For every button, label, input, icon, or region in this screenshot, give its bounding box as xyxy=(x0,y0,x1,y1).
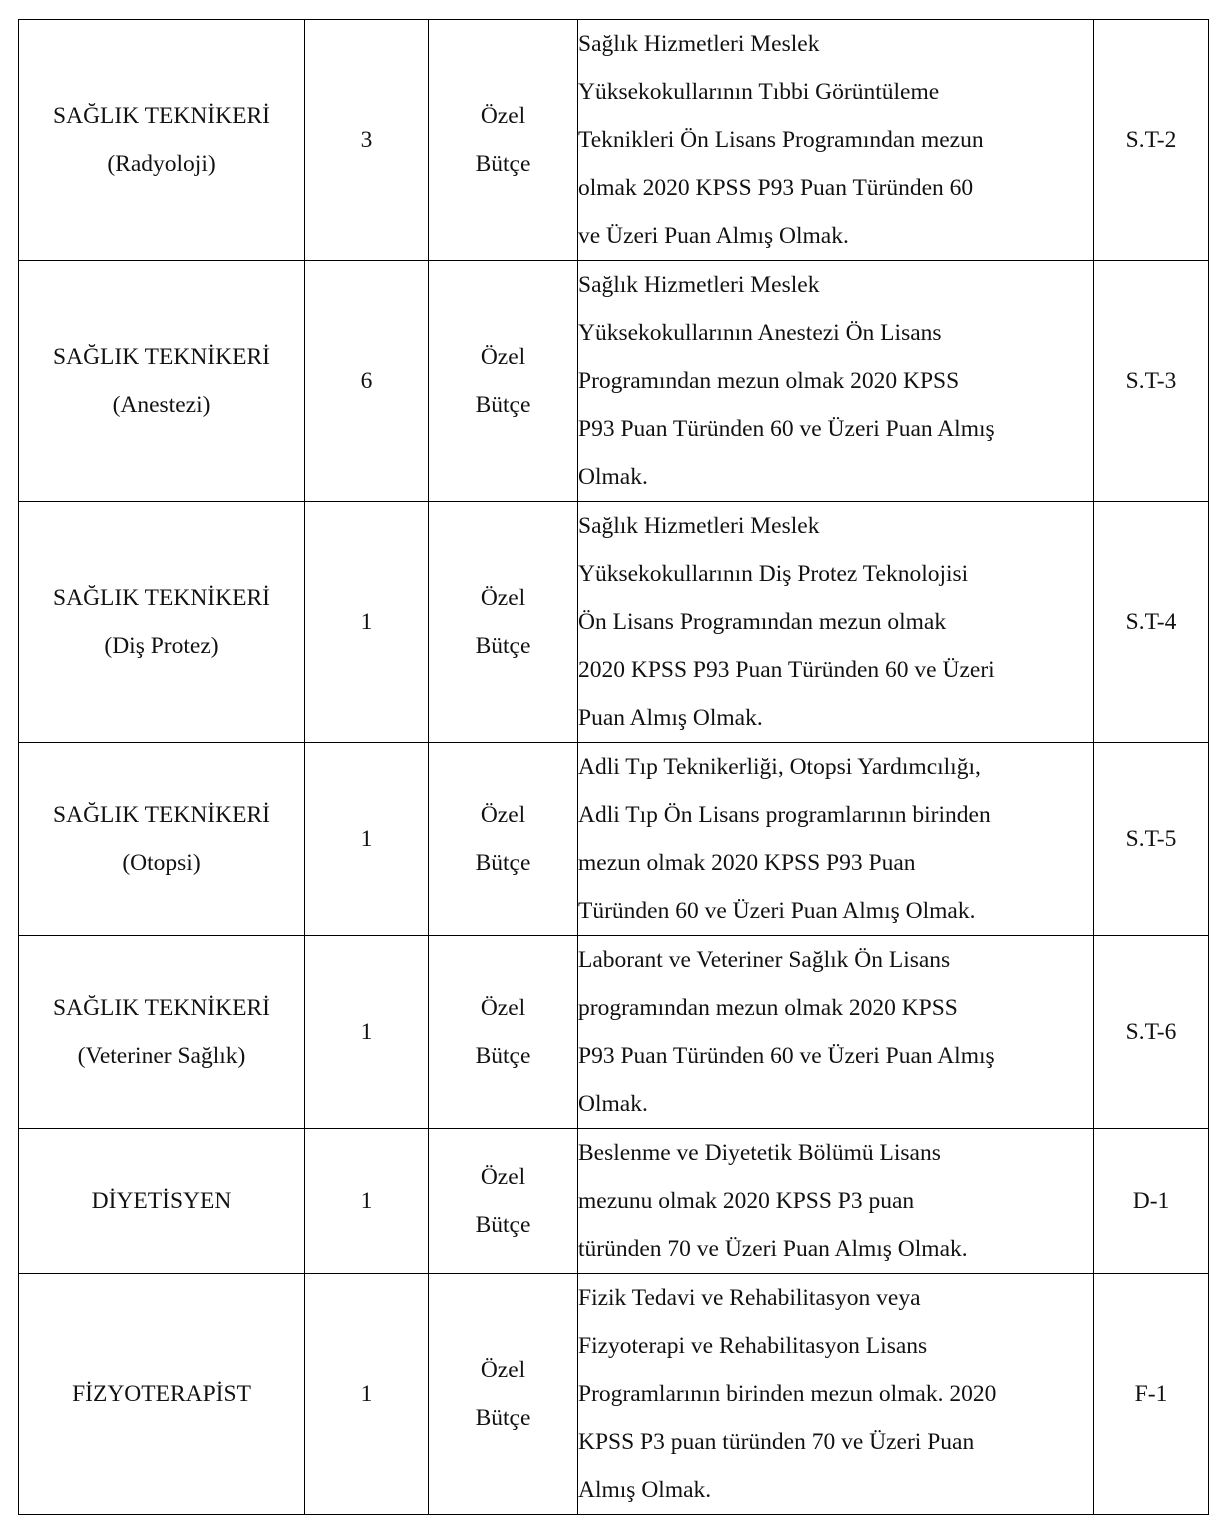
position-count: 1 xyxy=(305,502,429,743)
requirement-text xyxy=(578,743,1094,936)
position-title xyxy=(19,502,305,743)
requirement-text-line: Olmak. xyxy=(578,464,648,490)
requirement-text-line: Puan Almış Olmak. xyxy=(578,705,763,731)
budget-type-line: Bütçe xyxy=(475,633,531,659)
requirement-text-line: Adli Tıp Ön Lisans programlarının birinden xyxy=(578,802,991,828)
requirement-text-line: olmak 2020 KPSS P93 Puan Türünden 60 xyxy=(578,175,974,201)
budget-type xyxy=(429,502,578,743)
budget-type xyxy=(429,936,578,1129)
position-count: 1 xyxy=(305,936,429,1129)
budget-type-line: Bütçe xyxy=(475,850,531,876)
position-title-line: DİYETİSYEN xyxy=(91,1188,232,1214)
position-title-line: (Veteriner Sağlık) xyxy=(77,1043,246,1069)
requirement-text-line: ve Üzeri Puan Almış Olmak. xyxy=(578,223,849,249)
budget-type-line: Özel xyxy=(480,585,526,611)
requirement-text-line: Adli Tıp Teknikerliği, Otopsi Yardımcılığı, xyxy=(578,754,981,780)
requirement-text-line: Sağlık Hizmetleri Meslek xyxy=(578,272,820,298)
position-title-line: (Otopsi) xyxy=(122,850,201,876)
budget-type-line: Özel xyxy=(480,1357,526,1383)
position-title-line: (Diş Protez) xyxy=(104,633,219,659)
budget-type-line: Bütçe xyxy=(475,392,531,418)
requirement-text-line: Türünden 60 ve Üzeri Puan Almış Olmak. xyxy=(578,898,976,924)
budget-type-line: Özel xyxy=(480,995,526,1021)
position-title xyxy=(19,1129,305,1274)
position-title-line: SAĞLIK TEKNİKERİ xyxy=(53,995,270,1021)
budget-type-line: Bütçe xyxy=(475,151,531,177)
requirement-text xyxy=(578,1129,1094,1274)
budget-type xyxy=(429,743,578,936)
budget-type-line: Bütçe xyxy=(475,1405,531,1431)
position-title xyxy=(19,936,305,1129)
table-row xyxy=(19,502,1209,743)
position-title-line: FİZYOTERAPİST xyxy=(72,1381,251,1407)
table-row xyxy=(19,261,1209,502)
position-title-line: (Anestezi) xyxy=(112,392,211,418)
position-code: D-1 xyxy=(1094,1129,1209,1274)
requirement-text-line: Laborant ve Veteriner Sağlık Ön Lisans xyxy=(578,947,951,973)
position-title xyxy=(19,1274,305,1515)
requirement-text-line: türünden 70 ve Üzeri Puan Almış Olmak. xyxy=(578,1236,968,1262)
position-title-line: (Radyoloji) xyxy=(107,151,216,177)
requirement-text-line: P93 Puan Türünden 60 ve Üzeri Puan Almış xyxy=(578,1043,995,1069)
position-count: 6 xyxy=(305,261,429,502)
position-count: 3 xyxy=(305,20,429,261)
requirement-text-line: mezun olmak 2020 KPSS P93 Puan xyxy=(578,850,916,876)
requirement-text xyxy=(578,261,1094,502)
table-body xyxy=(19,20,1209,1515)
requirement-text-line: P93 Puan Türünden 60 ve Üzeri Puan Almış xyxy=(578,416,995,442)
position-title-line: SAĞLIK TEKNİKERİ xyxy=(53,802,270,828)
requirement-text-line: Fizik Tedavi ve Rehabilitasyon veya xyxy=(578,1285,921,1311)
requirement-text-line: mezunu olmak 2020 KPSS P3 puan xyxy=(578,1188,915,1214)
budget-type-line: Bütçe xyxy=(475,1043,531,1069)
position-code: S.T-5 xyxy=(1094,743,1209,936)
requirement-text-line: Teknikleri Ön Lisans Programından mezun xyxy=(578,127,984,153)
requirement-text-line: Programlarının birinden mezun olmak. 2020 xyxy=(578,1381,997,1407)
position-code: S.T-6 xyxy=(1094,936,1209,1129)
requirement-text-line: Sağlık Hizmetleri Meslek xyxy=(578,513,820,539)
requirement-text-line: Yüksekokullarının Anestezi Ön Lisans xyxy=(578,320,942,346)
budget-type-line: Bütçe xyxy=(475,1212,531,1238)
requirement-text-line: KPSS P3 puan türünden 70 ve Üzeri Puan xyxy=(578,1429,975,1455)
budget-type-line: Özel xyxy=(480,1164,526,1190)
table-row xyxy=(19,20,1209,261)
table-row xyxy=(19,1129,1209,1274)
position-code: S.T-2 xyxy=(1094,20,1209,261)
table-row xyxy=(19,743,1209,936)
budget-type xyxy=(429,1274,578,1515)
budget-type-line: Özel xyxy=(480,802,526,828)
requirement-text-line: Yüksekokullarının Tıbbi Görüntüleme xyxy=(578,79,940,105)
requirement-text-line: Yüksekokullarının Diş Protez Teknolojisi xyxy=(578,561,969,587)
requirement-text xyxy=(578,936,1094,1129)
position-title xyxy=(19,743,305,936)
requirement-text xyxy=(578,20,1094,261)
table-row xyxy=(19,936,1209,1129)
requirement-text-line: 2020 KPSS P93 Puan Türünden 60 ve Üzeri xyxy=(578,657,995,683)
requirement-text-line: Beslenme ve Diyetetik Bölümü Lisans xyxy=(578,1140,941,1166)
requirement-text-line: Sağlık Hizmetleri Meslek xyxy=(578,31,820,57)
budget-type xyxy=(429,1129,578,1274)
budget-type xyxy=(429,20,578,261)
positions-table xyxy=(18,19,1209,1515)
position-count: 1 xyxy=(305,743,429,936)
requirement-text-line: Olmak. xyxy=(578,1091,648,1117)
requirement-text xyxy=(578,502,1094,743)
budget-type xyxy=(429,261,578,502)
table-row xyxy=(19,1274,1209,1515)
requirement-text-line: Fizyoterapi ve Rehabilitasyon Lisans xyxy=(578,1333,928,1359)
requirement-text-line: Ön Lisans Programından mezun olmak xyxy=(578,609,947,635)
position-title xyxy=(19,20,305,261)
budget-type-line: Özel xyxy=(480,103,526,129)
position-count: 1 xyxy=(305,1274,429,1515)
position-title-line: SAĞLIK TEKNİKERİ xyxy=(53,103,270,129)
position-title-line: SAĞLIK TEKNİKERİ xyxy=(53,585,270,611)
position-code: F-1 xyxy=(1094,1274,1209,1515)
requirement-text-line: programından mezun olmak 2020 KPSS xyxy=(578,995,958,1021)
requirement-text xyxy=(578,1274,1094,1515)
position-code: S.T-3 xyxy=(1094,261,1209,502)
budget-type-line: Özel xyxy=(480,344,526,370)
requirement-text-line: Almış Olmak. xyxy=(578,1477,712,1503)
requirement-text-line: Programından mezun olmak 2020 KPSS xyxy=(578,368,960,394)
position-count: 1 xyxy=(305,1129,429,1274)
position-title xyxy=(19,261,305,502)
position-code: S.T-4 xyxy=(1094,502,1209,743)
position-title-line: SAĞLIK TEKNİKERİ xyxy=(53,344,270,370)
